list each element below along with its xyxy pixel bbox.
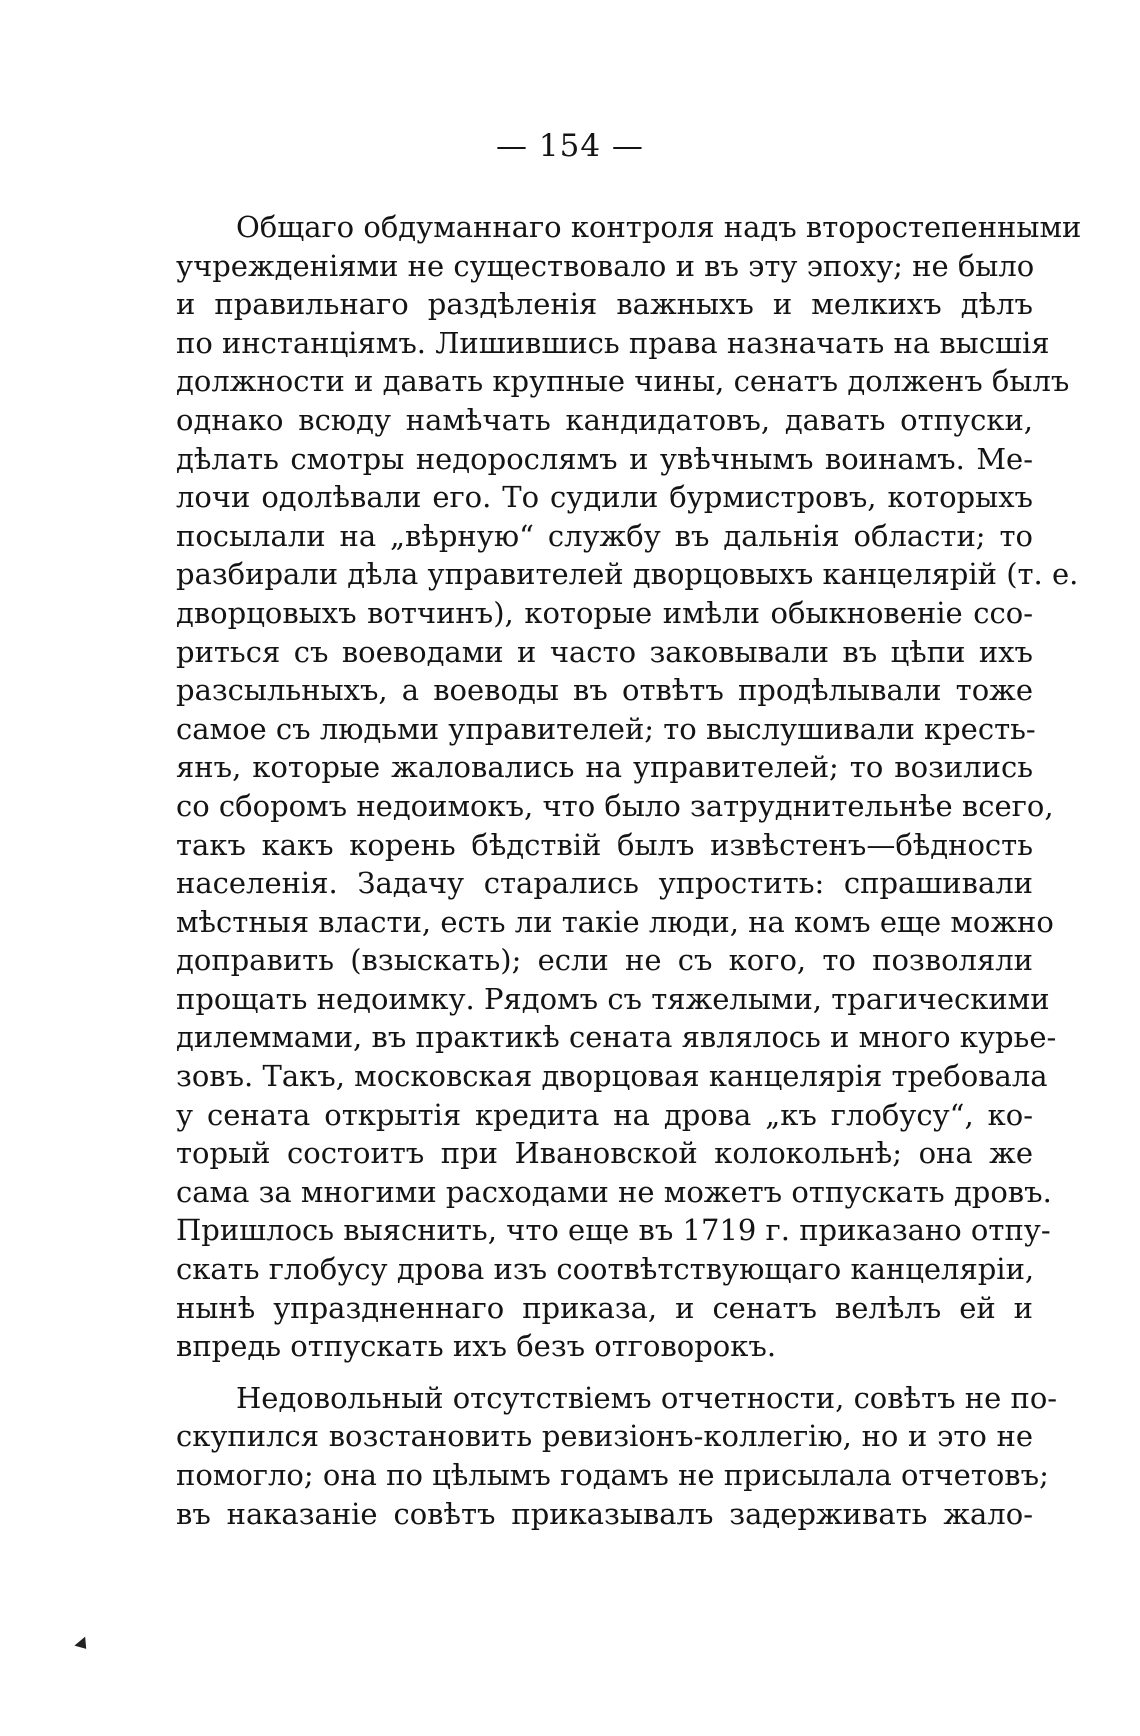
text-line: по инстанціямъ. Лишившись права назначать на высшія [176, 325, 1050, 360]
body-text [176, 208, 1082, 1533]
text-line: зовъ. Такъ, московская дворцовая канцелярія требовала [176, 1059, 1048, 1094]
page-number: — 154 — [496, 128, 644, 164]
text-line: Недовольный отсутствіемъ отчетности, совѣтъ не по- [236, 1380, 1058, 1415]
text-line: риться съ воеводами и часто заковывали въ цѣпи ихъ [176, 634, 1033, 669]
text-line: учрежденіями не существовало и въ эту эпоху; не было [176, 248, 1035, 283]
text-line: скать глобусу дрова изъ соотвѣтствующаго канцеляріи, [176, 1252, 1035, 1287]
text-line: дворцовыхъ вотчинъ), которые имѣли обыкновеніе ссо- [176, 595, 1033, 630]
text-line: и правильнаго раздѣленія важныхъ и мелкихъ дѣлъ [176, 287, 1033, 322]
text-line: скупился возстановить ревизіонъ-коллегію, но и это не [176, 1419, 1033, 1454]
text-line: въ наказаніе совѣтъ приказывалъ задерживать жало- [176, 1496, 1033, 1531]
text-line: прощать недоимку. Рядомъ съ тяжелыми, трагическими [176, 981, 1050, 1016]
text-line: торый состоитъ при Ивановской колокольнѣ; она же [176, 1136, 1033, 1171]
paragraph-2 [176, 1379, 1058, 1533]
text-line: такъ какъ корень бѣдствій былъ извѣстенъ—бѣдность [176, 827, 1033, 862]
paragraph-gap [176, 1366, 1033, 1379]
text-line: населенія. Задачу старались упростить: спрашивали [176, 866, 1033, 901]
text-line: доправить (взыскать); если не съ кого, то позволяли [176, 943, 1033, 978]
scan-mark-icon [74, 1637, 91, 1654]
text-line: самое съ людьми управителей; то выслушивали кресть- [176, 711, 1036, 746]
text-line: нынѣ упраздненнаго приказа, и сенатъ велѣлъ ей и [176, 1290, 1033, 1325]
text-line: янъ, которые жаловались на управителей; то возились [176, 750, 1033, 785]
text-line: лочи одолѣвали его. То судили бурмистровъ, которыхъ [176, 480, 1033, 515]
text-line: со сборомъ недоимокъ, что было затруднительнѣе всего, [176, 788, 1054, 823]
text-line: разсыльныхъ, а воеводы въ отвѣтъ продѣлывали тоже [176, 673, 1033, 708]
text-line: Пришлось выяснить, что еще въ 1719 г. приказано отпу- [176, 1213, 1051, 1248]
text-line: однако всюду намѣчать кандидатовъ, давать отпуски, [176, 402, 1033, 437]
text-line: у сената открытія кредита на дрова „къ глобусу“, ко- [176, 1097, 1033, 1132]
text-line: должности и давать крупные чины, сенатъ долженъ былъ [176, 364, 1070, 399]
text-line: разбирали дѣла управителей дворцовыхъ канцелярій (т. е. [176, 557, 1079, 592]
text-line: мѣстныя власти, есть ли такіе люди, на комъ еще можно [176, 904, 1054, 939]
text-line: Общаго обдуманнаго контроля надъ второстепенными [236, 210, 1082, 244]
text-line: впредь отпускать ихъ безъ отговорокъ. [176, 1329, 777, 1364]
text-line: дѣлать смотры недорослямъ и увѣчнымъ воинамъ. Ме- [176, 441, 1033, 476]
text-line: дилеммами, въ практикѣ сената являлось и много курье- [176, 1020, 1057, 1055]
text-line: посылали на „вѣрную“ службу въ дальнія области; то [176, 518, 1033, 553]
text-line: помогло; она по цѣлымъ годамъ не присылала отчетовъ; [176, 1458, 1049, 1492]
text-line: сама за многими расходами не можетъ отпускать дровъ. [176, 1174, 1052, 1209]
paragraph-1 [176, 208, 1082, 1366]
